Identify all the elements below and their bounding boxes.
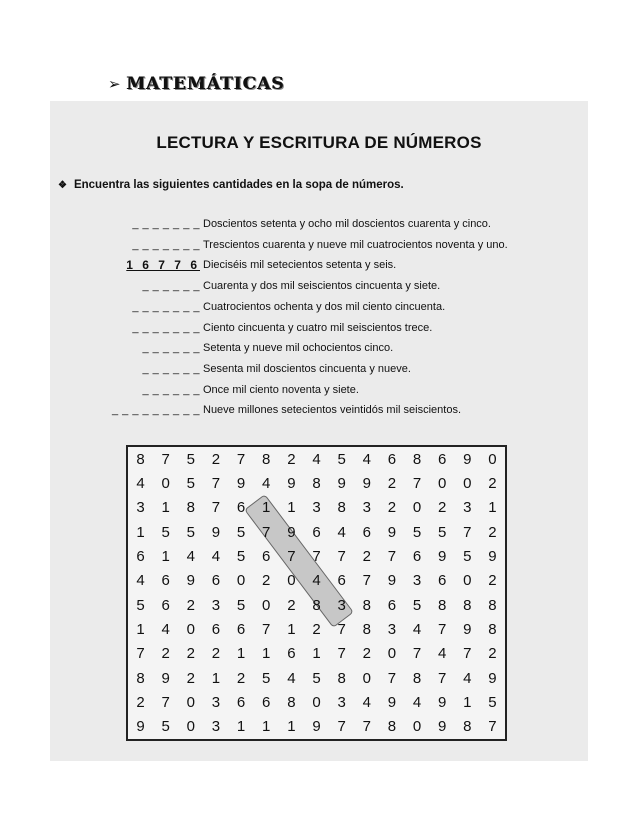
grid-cell: 6	[312, 523, 321, 541]
grid-cell: 1	[136, 620, 145, 638]
answer-blank: _ _ _ _ _ _	[142, 362, 200, 375]
grid-cell: 3	[337, 596, 346, 614]
grid-cell: 7	[161, 693, 170, 711]
grid-cell: 9	[161, 669, 170, 687]
grid-cell: 9	[236, 474, 246, 492]
grid-cell: 5	[262, 669, 271, 687]
grid-cell: 7	[211, 474, 221, 492]
grid-cell: 2	[362, 547, 371, 565]
grid-cell: 6	[236, 499, 246, 517]
grid-cell: 9	[463, 450, 472, 468]
grid-cell: 5	[412, 596, 422, 614]
grid-cell: 7	[262, 523, 271, 541]
list-item	[50, 280, 588, 300]
grid-cell: 2	[437, 499, 447, 517]
grid-cell: 7	[387, 669, 397, 687]
grid-cell: 3	[337, 693, 346, 711]
grid-cell: 6	[161, 596, 170, 614]
grid-cell: 0	[287, 572, 296, 590]
number-phrase: Once mil ciento noventa y siete.	[203, 383, 359, 396]
grid-cell: 4	[262, 474, 271, 492]
answer-blank: _ _ _ _ _ _	[142, 342, 200, 355]
grid-cell: 7	[437, 669, 447, 687]
grid-cell: 7	[337, 620, 346, 638]
grid-cell: 8	[312, 596, 321, 614]
number-phrase: Dieciséis mil setecientos setenta y seis.	[203, 259, 397, 272]
grid-cell: 0	[161, 474, 170, 492]
grid-cell: 0	[463, 572, 472, 590]
grid-cell: 5	[136, 596, 145, 614]
grid-cell: 4	[337, 523, 346, 541]
grid-cell: 6	[161, 572, 170, 590]
instruction	[58, 179, 404, 191]
list-item	[50, 363, 588, 383]
list-item	[50, 218, 588, 238]
grid-cell: 9	[437, 547, 447, 565]
grid-cell: 8	[412, 669, 422, 687]
number-phrase: Ciento cincuenta y cuatro mil seiscientos trece.	[203, 321, 433, 334]
answer-blank: _ _ _ _ _ _	[142, 383, 200, 396]
grid-cell: 9	[312, 718, 321, 736]
grid-cell: 7	[463, 523, 472, 541]
grid-cell: 4	[362, 693, 371, 711]
grid-cell: 2	[211, 645, 221, 663]
list-item	[50, 301, 588, 321]
grid-cell: 2	[161, 645, 170, 663]
grid-cell: 1	[262, 499, 271, 517]
grid-cell: 5	[463, 547, 472, 565]
grid-cell: 7	[312, 547, 321, 565]
grid-cell: 7	[412, 474, 422, 492]
grid-cell: 1	[161, 499, 170, 517]
grid-cell: 2	[488, 474, 497, 492]
grid-cell: 2	[186, 669, 195, 687]
list-item	[50, 239, 588, 259]
grid-cell: 0	[236, 572, 246, 590]
answer-blank: _ _ _ _ _ _ _	[132, 300, 200, 313]
number-phrase: Nueve millones setecientos veintidós mil seiscientos.	[203, 404, 462, 417]
grid-cell: 0	[387, 645, 397, 663]
grid-cell: 8	[136, 669, 145, 687]
worksheet-title: LECTURA Y ESCRITURA DE NÚMEROS	[156, 133, 482, 152]
list-item	[50, 384, 588, 404]
grid-cell: 6	[211, 620, 221, 638]
grid-cell: 7	[287, 547, 296, 565]
grid-cell: 1	[136, 523, 145, 541]
grid-cell: 0	[488, 450, 497, 468]
grid-cell: 7	[412, 645, 422, 663]
grid-cell: 7	[488, 718, 497, 736]
grid-cell: 3	[211, 718, 221, 736]
grid-cell: 6	[236, 620, 246, 638]
grid-cell: 5	[312, 669, 321, 687]
grid-cell: 9	[488, 547, 497, 565]
number-search-grid	[126, 445, 507, 741]
grid-cell: 6	[262, 547, 271, 565]
grid-cell: 5	[161, 718, 170, 736]
grid-cell: 1	[262, 645, 271, 663]
grid-cell: 2	[236, 669, 246, 687]
grid-cell: 8	[463, 596, 472, 614]
grid-cell: 0	[186, 718, 195, 736]
grid-cell: 8	[362, 596, 371, 614]
grid-cell: 1	[236, 718, 246, 736]
grid-cell: 4	[161, 620, 170, 638]
grid-cell: 2	[362, 645, 371, 663]
grid-cell: 9	[387, 572, 397, 590]
grid-cell: 9	[387, 523, 397, 541]
grid-cell: 0	[186, 620, 195, 638]
section-heading	[108, 74, 285, 94]
grid-cell: 2	[488, 523, 497, 541]
grid-cell: 9	[337, 474, 346, 492]
list-item	[50, 322, 588, 342]
grid-cell: 8	[337, 499, 346, 517]
grid-cells	[128, 447, 505, 739]
grid-cell: 9	[287, 523, 296, 541]
grid-cell: 1	[312, 645, 321, 663]
number-phrase: Trescientos cuarenta y nueve mil cuatrocientos noventa y uno.	[203, 238, 508, 251]
number-phrase: Doscientos setenta y ocho mil doscientos cuarenta y cinco.	[203, 218, 491, 230]
grid-cell: 9	[136, 718, 145, 736]
grid-cell: 9	[186, 572, 195, 590]
grid-cell: 4	[412, 693, 422, 711]
grid-cell: 5	[337, 450, 346, 468]
grid-cell: 6	[262, 693, 271, 711]
grid-cell: 7	[136, 645, 145, 663]
grid-cell: 1	[463, 693, 472, 711]
grid-cell: 6	[337, 572, 346, 590]
grid-cell: 2	[287, 450, 296, 468]
grid-cell: 5	[236, 523, 246, 541]
grid-cell: 0	[412, 718, 422, 736]
grid-cell: 0	[463, 474, 472, 492]
grid-cell: 3	[362, 499, 371, 517]
grid-cell: 1	[262, 718, 271, 736]
grid-cell: 6	[236, 693, 246, 711]
grid-cell: 2	[136, 693, 145, 711]
grid-cell: 7	[362, 572, 371, 590]
grid-cell: 2	[186, 645, 195, 663]
list-item	[50, 404, 588, 424]
grid-cell: 7	[362, 718, 371, 736]
grid-cell: 8	[488, 596, 497, 614]
grid-cell: 8	[186, 499, 195, 517]
grid-cell: 2	[262, 572, 271, 590]
grid-cell: 5	[161, 523, 170, 541]
grid-cell: 7	[437, 620, 447, 638]
grid-cell: 5	[488, 693, 497, 711]
grid-cell: 5	[186, 474, 195, 492]
grid-cell: 1	[287, 718, 296, 736]
answer-blank: _ _ _ _ _ _	[142, 280, 200, 293]
grid-cell: 0	[412, 499, 422, 517]
grid-cell: 7	[161, 450, 170, 468]
grid-cell: 6	[287, 645, 296, 663]
grid-cell: 5	[186, 450, 195, 468]
grid-cell: 4	[312, 450, 321, 468]
grid-cell: 7	[262, 620, 271, 638]
grid-cell: 3	[136, 499, 145, 517]
answer-blank: _ _ _ _ _ _ _ _ _	[111, 404, 200, 417]
grid-cell: 2	[312, 620, 321, 638]
grid-cell: 2	[211, 450, 221, 468]
list-item	[50, 342, 588, 362]
grid-cell: 6	[437, 572, 447, 590]
grid-cell: 7	[337, 645, 346, 663]
grid-cell: 8	[412, 450, 422, 468]
grid-cell: 5	[186, 523, 195, 541]
grid-cell: 4	[186, 547, 195, 565]
grid-cell: 8	[287, 693, 296, 711]
grid-cell: 3	[387, 620, 397, 638]
grid-cell: 3	[463, 499, 472, 517]
grid-cell: 0	[262, 596, 271, 614]
grid-cell: 6	[211, 572, 221, 590]
grid-cell: 6	[437, 450, 447, 468]
grid-cell: 4	[211, 547, 221, 565]
grid-cell: 1	[161, 547, 170, 565]
grid-cell: 5	[236, 596, 246, 614]
grid-cell: 9	[437, 693, 447, 711]
grid-cell: 8	[437, 596, 447, 614]
grid-cell: 7	[236, 450, 246, 468]
grid-cell: 8	[463, 718, 472, 736]
grid-cell: 2	[186, 596, 195, 614]
grid-cell: 3	[312, 499, 321, 517]
grid-cell: 8	[362, 620, 371, 638]
grid-cell: 9	[387, 693, 397, 711]
grid-cell: 0	[312, 693, 321, 711]
grid-cell: 9	[488, 669, 497, 687]
grid-cell: 2	[488, 572, 497, 590]
grid-cell: 9	[287, 474, 296, 492]
grid-cell: 4	[412, 620, 422, 638]
grid-cell: 9	[362, 474, 371, 492]
grid-cell: 1	[211, 669, 221, 687]
grid-cell: 2	[387, 474, 397, 492]
grid-cell: 1	[488, 499, 497, 517]
grid-cell: 0	[186, 693, 195, 711]
grid-cell: 5	[412, 523, 422, 541]
grid-cell: 8	[312, 474, 321, 492]
grid-cell: 5	[236, 547, 246, 565]
grid-cell: 6	[412, 547, 422, 565]
grid-cell: 8	[337, 669, 346, 687]
grid-cell: 7	[387, 547, 397, 565]
diamond-bullet-icon: ❖	[58, 179, 67, 191]
grid-cell: 2	[287, 596, 296, 614]
grid-cell: 4	[136, 572, 145, 590]
number-phrase: Cuatrocientos ochenta y dos mil ciento cincuenta.	[203, 300, 446, 313]
answer-blank: _ _ _ _ _ _ _	[132, 321, 200, 334]
grid-cell: 2	[387, 499, 397, 517]
grid-cell: 7	[211, 499, 221, 517]
grid-cell: 3	[211, 693, 221, 711]
grid-cell: 3	[211, 596, 221, 614]
arrow-bullet-icon: ➢	[108, 75, 121, 93]
grid-cell: 6	[387, 450, 397, 468]
grid-cell: 4	[362, 450, 371, 468]
worksheet-image	[50, 101, 588, 761]
grid-cell: 8	[136, 450, 145, 468]
grid-cell: 6	[387, 596, 397, 614]
grid-cell: 0	[437, 474, 447, 492]
grid-cell: 7	[463, 645, 472, 663]
number-phrase: Cuarenta y dos mil seiscientos cincuenta y siete.	[203, 280, 441, 293]
answer-filled: 1 6 7 7 6	[126, 258, 200, 273]
grid-cell: 1	[236, 645, 246, 663]
answer-blank: _ _ _ _ _ _ _	[132, 218, 200, 230]
grid-cell: 4	[312, 572, 321, 590]
grid-cell: 5	[437, 523, 447, 541]
grid-cell: 1	[287, 499, 296, 517]
grid-cell: 4	[136, 474, 145, 492]
grid-cell: 7	[337, 547, 346, 565]
grid-cell: 4	[437, 645, 447, 663]
grid-cell: 6	[136, 547, 145, 565]
grid-cell: 9	[437, 718, 447, 736]
grid-cell: 8	[488, 620, 497, 638]
grid-cell: 4	[463, 669, 472, 687]
number-phrase: Setenta y nueve mil ochocientos cinco.	[203, 342, 394, 355]
grid-cell: 9	[211, 523, 221, 541]
instruction-text: Encuentra las siguientes cantidades en la sopa de números.	[73, 179, 404, 191]
section-title: MATEMÁTICAS	[126, 74, 285, 94]
grid-cell: 0	[362, 669, 371, 687]
answer-blank: _ _ _ _ _ _ _	[132, 238, 200, 251]
grid-cell: 1	[287, 620, 296, 638]
grid-cell: 9	[463, 620, 472, 638]
grid-cell: 7	[337, 718, 346, 736]
grid-cell: 2	[488, 645, 497, 663]
grid-cell: 4	[287, 669, 296, 687]
grid-cell: 3	[412, 572, 422, 590]
grid-cell: 8	[262, 450, 271, 468]
grid-cell: 8	[387, 718, 397, 736]
list-item	[50, 259, 588, 279]
number-phrase: Sesenta mil doscientos cincuenta y nueve.	[203, 362, 411, 375]
grid-cell: 6	[362, 523, 371, 541]
